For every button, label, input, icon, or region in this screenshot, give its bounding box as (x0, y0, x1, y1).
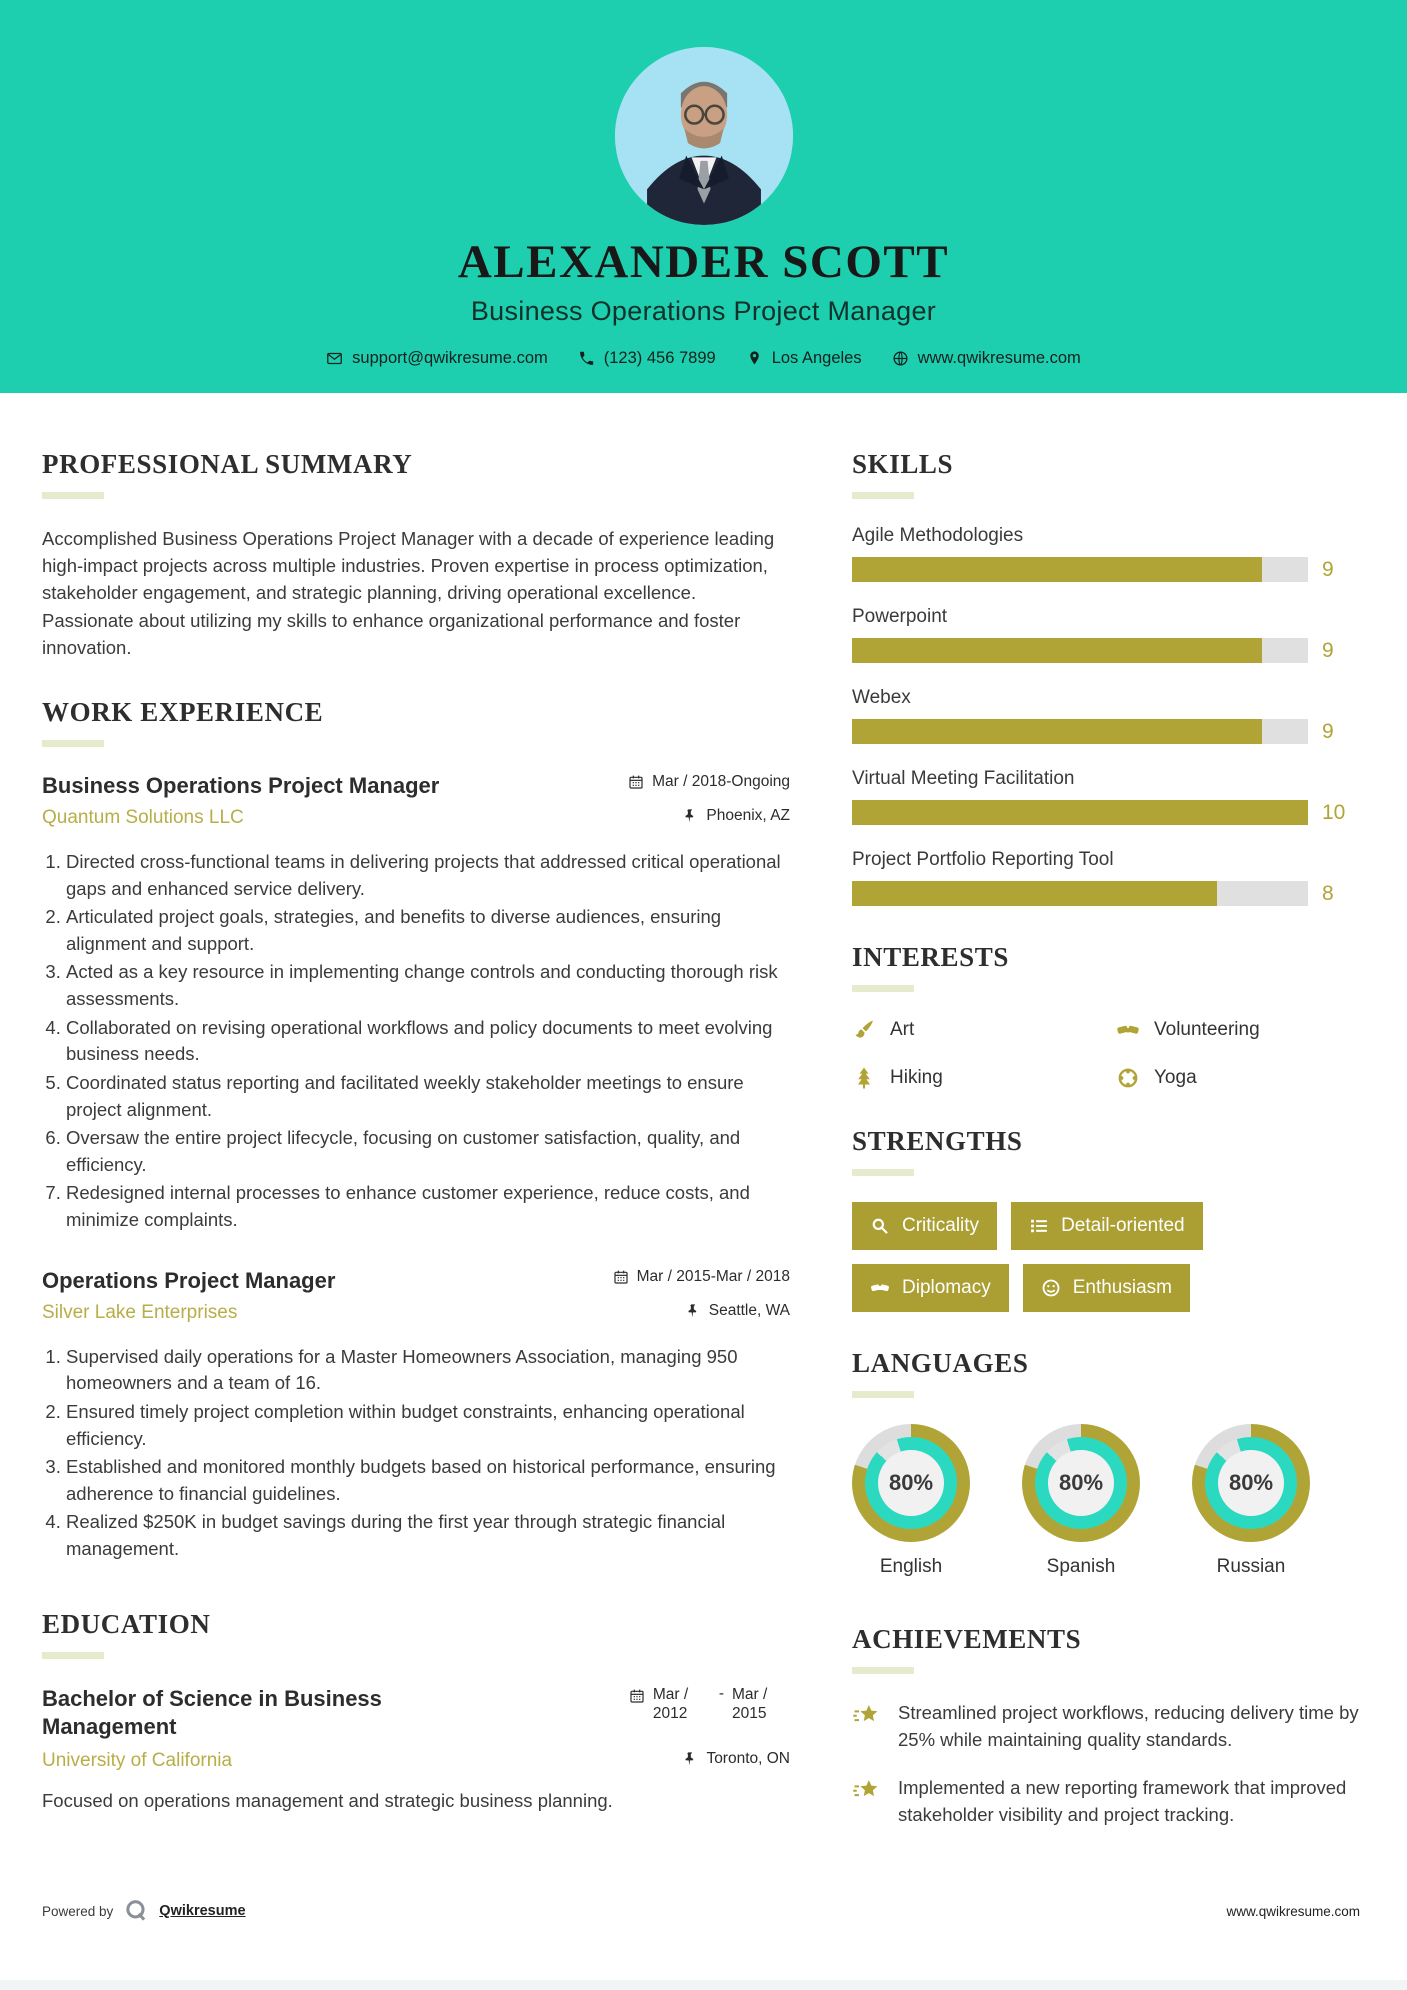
skill-item (852, 687, 1360, 744)
skill-value: 9 (1322, 638, 1334, 662)
contact-email-text: support@qwikresume.com (352, 349, 548, 367)
education-heading: EDUCATION (42, 1608, 211, 1639)
achievement-text: Streamlined project workflows, reducing delivery time by 25% while maintaining quality standards. (898, 1702, 1359, 1750)
summary-text: Accomplished Business Operations Project Manager with a decade of experience leading high-impact projects across multiple industries. Proven expertise in process optimization, stakeholder engagement, and strategic planning, driving operational excellence. Passionate about utilizing my skills to enhance organizational performance and foster innovation. (42, 528, 775, 658)
language-item (852, 1424, 970, 1578)
strength-label: Enthusiasm (1072, 1277, 1172, 1298)
language-donut (1022, 1424, 1140, 1542)
person-title: Business Operations Project Manager (470, 296, 937, 326)
job-bullet: 6. Oversaw the entire project lifecycle, focusing on customer satisfaction, quality, and efficiency. (66, 1125, 790, 1178)
heading-underline (852, 1667, 914, 1674)
interest-item (852, 1018, 1096, 1042)
language-item (1022, 1424, 1140, 1578)
avatar-illustration (615, 47, 793, 225)
contact-phone[interactable] (578, 349, 716, 368)
email-icon (326, 350, 343, 367)
language-name: Spanish (1046, 1556, 1116, 1577)
language-percent: 80% (1048, 1450, 1114, 1516)
interest-label: Volunteering (1154, 1019, 1260, 1040)
pushpin-icon (682, 1751, 698, 1767)
heading-underline (852, 985, 914, 992)
powered-by-label: Powered by (42, 1903, 114, 1919)
heading-underline (852, 1169, 914, 1176)
achievement-text: Implemented a new reporting framework that improved stakeholder visibility and project tracking. (898, 1777, 1347, 1825)
heading-underline (42, 492, 104, 499)
achievements-heading: ACHIEVEMENTS (852, 1624, 1082, 1654)
skill-item (852, 849, 1360, 906)
skill-bar-track (852, 638, 1308, 663)
skill-name: Powerpoint (852, 606, 948, 627)
interest-item (1116, 1066, 1360, 1090)
skill-item (852, 525, 1360, 582)
education-date-end: Mar / 2015 (732, 1685, 768, 1723)
header (0, 0, 1407, 393)
strength-label: Detail-oriented (1061, 1215, 1185, 1236)
job-bullet: 7. Redesigned internal processes to enhance customer experience, reduce costs, and minimize complaints. (66, 1180, 790, 1233)
skill-value: 10 (1322, 800, 1346, 824)
achievement-item (852, 1775, 1360, 1828)
skill-name: Agile Methodologies (852, 525, 1024, 546)
left-column (42, 449, 790, 1865)
job-bullet: 3. Established and monitored monthly budgets based on historical performance, ensuring adherence to financial guidelines. (66, 1454, 790, 1507)
skill-value: 9 (1322, 557, 1334, 581)
location-icon (746, 350, 763, 367)
yoga-icon (1116, 1066, 1140, 1090)
language-donut (1192, 1424, 1310, 1542)
language-percent: 80% (1218, 1450, 1284, 1516)
interest-label: Art (890, 1019, 915, 1040)
globe-icon (892, 350, 909, 367)
interest-label: Yoga (1154, 1067, 1197, 1088)
tree-icon (852, 1066, 876, 1090)
language-donut (852, 1424, 970, 1542)
achievement-item (852, 1700, 1360, 1753)
list-icon (1029, 1216, 1049, 1236)
education-date-separator: - (718, 1684, 724, 1702)
job-bullet: 3. Acted as a key resource in implementing change controls and conducting thorough risk assessments. (66, 959, 790, 1012)
job-company: Quantum Solutions LLC (42, 806, 244, 828)
strength-badge (1011, 1202, 1203, 1250)
job-dates: Mar / 2018-Ongoing (652, 772, 790, 790)
job-bullet-list (42, 849, 790, 1234)
interest-item (852, 1066, 1096, 1090)
language-item (1192, 1424, 1310, 1578)
education-date-start: Mar / 2012 (652, 1685, 689, 1723)
interest-label: Hiking (890, 1067, 943, 1088)
job-title: Business Operations Project Manager (42, 772, 440, 798)
contact-location[interactable] (746, 349, 862, 368)
language-percent: 80% (878, 1450, 944, 1516)
job-bullet: 1. Supervised daily operations for a Master Homeowners Association, managing 950 homeowners and a team of 16. (66, 1344, 790, 1397)
languages-heading: LANGUAGES (852, 1348, 1029, 1378)
skill-bar-fill (852, 719, 1262, 744)
qwikresume-logo-icon (123, 1898, 149, 1924)
contact-location-text: Los Angeles (771, 349, 862, 367)
strength-badge (852, 1202, 997, 1250)
heading-underline (852, 492, 914, 499)
avatar (615, 47, 793, 225)
strength-badge (1023, 1264, 1190, 1312)
job-bullet-list (42, 1344, 790, 1563)
footer (42, 1898, 1360, 1924)
job-dates: Mar / 2015-Mar / 2018 (636, 1267, 790, 1285)
interest-item (1116, 1018, 1360, 1042)
contact-row (0, 349, 1407, 368)
contact-website[interactable] (892, 349, 1081, 368)
pushpin-icon (685, 1303, 701, 1319)
skill-item (852, 768, 1360, 825)
interests-heading: INTERESTS (852, 942, 1009, 972)
strength-badge (852, 1264, 1009, 1312)
section-education (42, 1609, 790, 1812)
calendar-icon (613, 1269, 629, 1285)
job-entry (42, 773, 790, 1234)
education-school: University of California (42, 1749, 233, 1771)
skill-bar-fill (852, 557, 1262, 582)
job-bullet: 4. Collaborated on revising operational workflows and policy documents to meet evolving business needs. (66, 1015, 790, 1068)
job-bullet: 1. Directed cross-functional teams in delivering projects that addressed critical operational gaps and enhanced service delivery. (66, 849, 790, 902)
section-strengths (852, 1126, 1360, 1312)
skill-value: 9 (1322, 719, 1334, 743)
language-name: Russian (1216, 1556, 1286, 1577)
skill-name: Project Portfolio Reporting Tool (852, 849, 1114, 870)
job-location: Phoenix, AZ (706, 806, 790, 824)
job-bullet: 4. Realized $250K in budget savings during the first year through strategic financial management. (66, 1509, 790, 1562)
job-bullet: 5. Coordinated status reporting and facilitated weekly stakeholder meetings to ensure project alignment. (66, 1070, 790, 1123)
job-location: Seattle, WA (708, 1301, 790, 1319)
handshake-icon (1116, 1018, 1140, 1042)
summary-heading: PROFESSIONAL SUMMARY (42, 449, 413, 479)
magnifier-icon (870, 1216, 890, 1236)
strength-label: Diplomacy (902, 1277, 991, 1298)
skill-bar-fill (852, 800, 1308, 825)
shooting-star-icon (852, 1777, 882, 1807)
section-languages (852, 1348, 1360, 1578)
skill-bar-fill (852, 881, 1217, 906)
handshake-icon (870, 1278, 890, 1298)
job-bullet: 2. Ensured timely project completion within budget constraints, enhancing operational efficiency. (66, 1399, 790, 1452)
contact-website-text: www.qwikresume.com (917, 349, 1081, 367)
smiley-icon (1041, 1278, 1061, 1298)
paintbrush-icon (852, 1018, 876, 1042)
skill-item (852, 606, 1360, 663)
language-name: English (879, 1556, 943, 1577)
section-skills (852, 449, 1360, 906)
phone-icon (578, 350, 595, 367)
contact-phone-text: (123) 456 7899 (603, 349, 716, 367)
strength-label: Criticality (902, 1215, 980, 1236)
pushpin-icon (682, 808, 698, 824)
skill-name: Virtual Meeting Facilitation (852, 768, 1075, 789)
skills-heading: SKILLS (852, 449, 954, 479)
education-note: Focused on operations management and strategic business planning. (42, 1789, 613, 1811)
education-location: Toronto, ON (706, 1749, 790, 1767)
job-bullet: 2. Articulated project goals, strategies, and benefits to diverse audiences, ensuring alignment and support. (66, 904, 790, 957)
skill-bar-track (852, 557, 1308, 582)
brand-link[interactable]: Qwikresume (159, 1903, 246, 1919)
skill-value: 8 (1322, 881, 1334, 905)
strengths-heading: STRENGTHS (852, 1126, 1023, 1156)
section-interests (852, 942, 1360, 1090)
calendar-icon (628, 774, 644, 790)
job-company: Silver Lake Enterprises (42, 1301, 238, 1323)
section-work (42, 697, 790, 1563)
degree-name: Bachelor of Science in Business Management (42, 1685, 382, 1740)
right-column (852, 449, 1360, 1865)
heading-underline (852, 1391, 914, 1398)
skill-bar-track (852, 881, 1308, 906)
job-entry (42, 1268, 790, 1563)
person-name: ALEXANDER SCOTT (457, 236, 950, 288)
job-title: Operations Project Manager (42, 1267, 336, 1293)
section-summary (42, 449, 790, 661)
bottom-strip (0, 1980, 1407, 1990)
skill-bar-track (852, 719, 1308, 744)
skill-bar-track (852, 800, 1308, 825)
work-heading: WORK EXPERIENCE (42, 696, 324, 727)
section-achievements (852, 1624, 1360, 1829)
heading-underline (42, 740, 104, 747)
heading-underline (42, 1652, 104, 1659)
shooting-star-icon (852, 1702, 882, 1732)
footer-website-link[interactable]: www.qwikresume.com (1226, 1903, 1360, 1919)
calendar-icon (629, 1688, 645, 1704)
skill-name: Webex (852, 687, 911, 708)
skill-bar-fill (852, 638, 1262, 663)
contact-email[interactable] (326, 349, 548, 368)
